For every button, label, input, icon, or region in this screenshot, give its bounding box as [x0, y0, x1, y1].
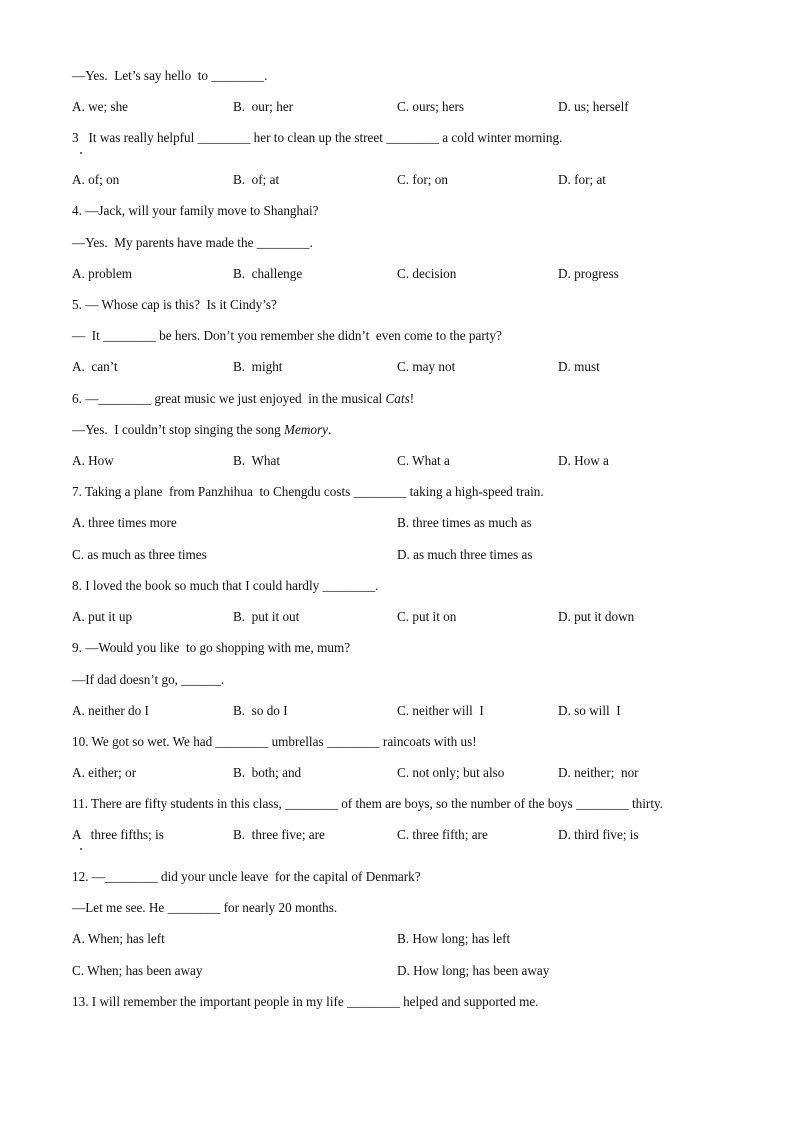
stray-mark	[80, 848, 82, 850]
question-4-stem: 4. —Jack, will your family move to Shanghai?	[72, 203, 319, 218]
option-c[interactable]: C. neither will I	[397, 703, 484, 718]
option-c[interactable]: C. What a	[397, 453, 450, 468]
question-6-stem	[72, 391, 414, 407]
option-b[interactable]: B. challenge	[233, 266, 303, 281]
option-b[interactable]: B. How long; has left	[397, 931, 511, 946]
question-6-dialogue	[72, 422, 331, 438]
question-10-stem: 10. We got so wet. We had ________ umbrellas ________ raincoats with us!	[72, 734, 477, 749]
question-7-stem: 7. Taking a plane from Panzhihua to Chengdu costs ________ taking a high-speed train.	[72, 484, 544, 499]
option-d[interactable]: D. for; at	[558, 172, 606, 187]
option-d[interactable]: D. neither; nor	[558, 765, 639, 780]
option-d[interactable]: D. progress	[558, 266, 619, 281]
question-4-dialogue: —Yes. My parents have made the ________.	[72, 235, 313, 250]
question-3-stem: 3 It was really helpful ________ her to clean up the street ________ a cold winter morning.	[72, 130, 563, 145]
option-d[interactable]: D. must	[558, 359, 600, 374]
option-c[interactable]: C. may not	[397, 359, 456, 374]
option-b[interactable]: B. might	[233, 359, 283, 374]
option-a[interactable]: A. three times more	[72, 515, 177, 530]
option-c[interactable]: C. When; has been away	[72, 963, 203, 978]
option-b[interactable]: B. our; her	[233, 99, 294, 114]
option-a[interactable]: A three fifths; is	[72, 827, 164, 842]
option-d[interactable]: D. us; herself	[558, 99, 629, 114]
question-9-dialogue: —If dad doesn’t go, ______.	[72, 672, 225, 687]
option-b[interactable]: B. both; and	[233, 765, 302, 780]
option-d[interactable]: D. How a	[558, 453, 609, 468]
option-a[interactable]: A. neither do I	[72, 703, 149, 718]
question-6-text: 6. —________ great music we just enjoyed in the musical	[72, 391, 386, 406]
option-d[interactable]: D. put it down	[558, 609, 635, 624]
option-d[interactable]: D. as much three times as	[397, 547, 533, 562]
question-6-punct: !	[409, 391, 415, 406]
option-b[interactable]: B. three five; are	[233, 827, 325, 842]
song-title: Memory	[284, 422, 328, 437]
option-a[interactable]: A. either; or	[72, 765, 137, 780]
question-9-stem: 9. —Would you like to go shopping with me, mum?	[72, 640, 351, 655]
option-d[interactable]: D. so will I	[558, 703, 621, 718]
option-c[interactable]: C. for; on	[397, 172, 448, 187]
option-a[interactable]: A. How	[72, 453, 114, 468]
option-c[interactable]: C. decision	[397, 266, 457, 281]
question-11-stem: 11. There are fifty students in this class, ________ of them are boys, so the number of the boys ________ thirty.	[72, 796, 664, 811]
question-5-dialogue: — It ________ be hers. Don’t you remember she didn’t even come to the party?	[72, 328, 502, 343]
option-a[interactable]: A. When; has left	[72, 931, 165, 946]
option-c[interactable]: C. as much as three times	[72, 547, 207, 562]
option-a[interactable]: A. can’t	[72, 359, 118, 374]
question-6-reply-punct: .	[327, 422, 332, 437]
question-2-stem: —Yes. Let’s say hello to ________.	[72, 68, 268, 83]
option-b[interactable]: B. of; at	[233, 172, 280, 187]
option-c[interactable]: C. not only; but also	[397, 765, 505, 780]
question-6-reply: —Yes. I couldn’t stop singing the song	[72, 422, 284, 437]
option-c[interactable]: C. put it on	[397, 609, 457, 624]
question-12-stem: 12. —________ did your uncle leave for the capital of Denmark?	[72, 869, 421, 884]
option-a[interactable]: A. put it up	[72, 609, 133, 624]
question-12-dialogue: —Let me see. He ________ for nearly 20 months.	[72, 900, 338, 915]
option-b[interactable]: B. What	[233, 453, 281, 468]
option-c[interactable]: C. ours; hers	[397, 99, 465, 114]
option-b[interactable]: B. so do I	[233, 703, 288, 718]
musical-title: Cats	[385, 391, 410, 406]
option-d[interactable]: D. How long; has been away	[397, 963, 550, 978]
option-d[interactable]: D. third five; is	[558, 827, 639, 842]
option-a[interactable]: A. we; she	[72, 99, 129, 114]
option-b[interactable]: B. put it out	[233, 609, 300, 624]
option-a[interactable]: A. of; on	[72, 172, 120, 187]
question-5-stem: 5. — Whose cap is this? Is it Cindy’s?	[72, 297, 277, 312]
question-8-stem: 8. I loved the book so much that I could hardly ________.	[72, 578, 379, 593]
option-c[interactable]: C. three fifth; are	[397, 827, 488, 842]
question-13-stem: 13. I will remember the important people in my life ________ helped and supported me.	[72, 994, 539, 1009]
stray-mark	[80, 152, 82, 154]
option-a[interactable]: A. problem	[72, 266, 133, 281]
option-b[interactable]: B. three times as much as	[397, 515, 532, 530]
